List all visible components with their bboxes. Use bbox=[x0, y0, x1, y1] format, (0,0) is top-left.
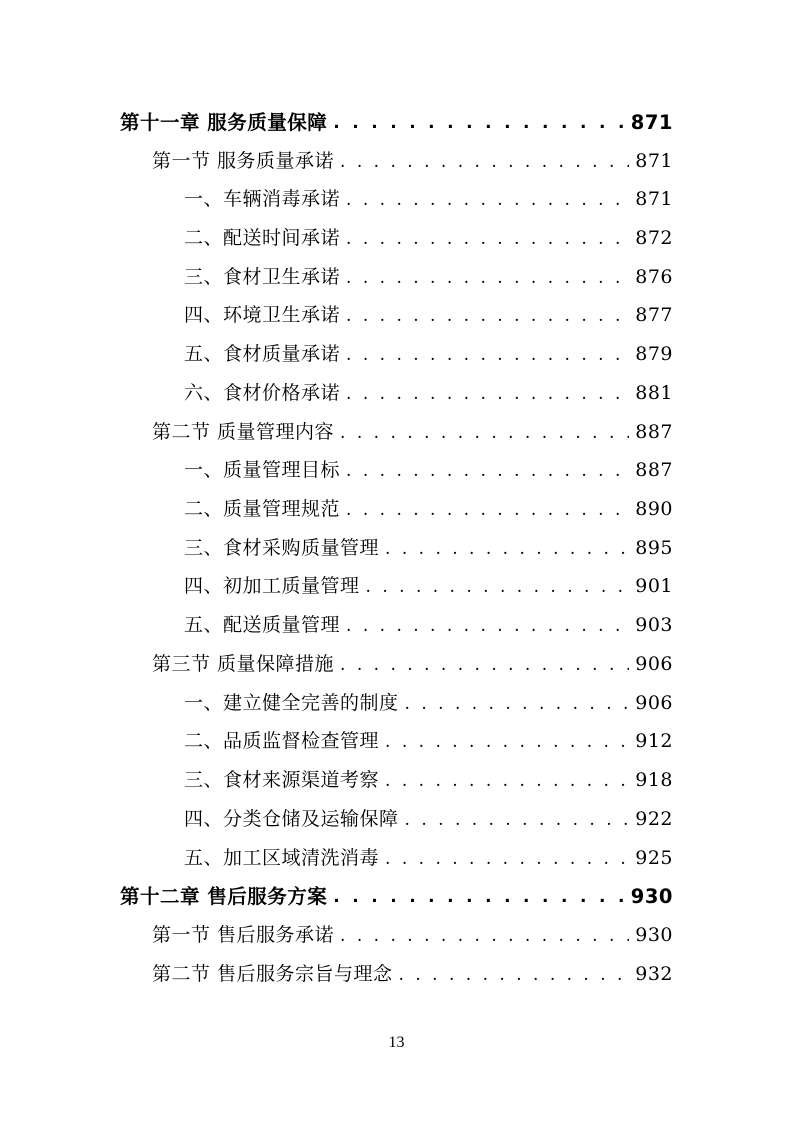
toc-entry-title: 二、配送时间承诺 bbox=[184, 227, 341, 250]
toc-entry-title: 五、加工区域清洗消毒 bbox=[184, 846, 380, 869]
toc-subsection-entry[interactable] bbox=[0, 529, 793, 568]
toc-subsection-entry[interactable] bbox=[0, 606, 793, 645]
toc-dot-leader bbox=[346, 502, 629, 519]
page-number: 13 bbox=[388, 1034, 405, 1051]
toc-dot-leader bbox=[346, 618, 629, 635]
toc-entry-title: 第一节 售后服务承诺 bbox=[152, 923, 335, 946]
toc-entry-page-number: 871 bbox=[630, 110, 673, 134]
toc-subsection-entry[interactable] bbox=[0, 490, 793, 529]
toc-entry-page-number: 871 bbox=[635, 149, 673, 172]
toc-entry-page-number: 890 bbox=[635, 498, 673, 521]
toc-subsection-entry[interactable] bbox=[0, 258, 793, 297]
toc-dot-leader bbox=[405, 812, 630, 829]
toc-dot-leader bbox=[346, 192, 629, 209]
toc-dot-leader bbox=[385, 734, 629, 751]
toc-dot-leader bbox=[366, 579, 630, 596]
toc-entry-title: 二、品质监督检查管理 bbox=[184, 730, 380, 753]
table-of-contents bbox=[0, 103, 793, 994]
toc-chapter-entry[interactable] bbox=[0, 877, 793, 916]
toc-section-entry[interactable] bbox=[0, 916, 793, 955]
toc-dot-leader bbox=[346, 463, 629, 480]
toc-chapter-entry[interactable] bbox=[0, 103, 793, 142]
toc-dot-leader bbox=[333, 889, 624, 906]
toc-dot-leader bbox=[346, 270, 629, 287]
toc-entry-title: 四、初加工质量管理 bbox=[184, 575, 360, 598]
toc-entry-page-number: 925 bbox=[635, 846, 673, 869]
toc-entry-title: 第一节 服务质量承诺 bbox=[152, 149, 335, 172]
toc-dot-leader bbox=[385, 541, 629, 558]
toc-section-entry[interactable] bbox=[0, 142, 793, 181]
toc-entry-title: 四、分类仓储及运输保障 bbox=[184, 807, 399, 830]
toc-section-entry[interactable] bbox=[0, 645, 793, 684]
toc-dot-leader bbox=[340, 154, 629, 171]
toc-subsection-entry[interactable] bbox=[0, 723, 793, 762]
toc-subsection-entry[interactable] bbox=[0, 297, 793, 336]
toc-entry-page-number: 901 bbox=[635, 575, 673, 598]
toc-dot-leader bbox=[340, 928, 629, 945]
toc-dot-leader bbox=[346, 308, 629, 325]
toc-entry-page-number: 903 bbox=[635, 614, 673, 637]
toc-entry-title: 第三节 质量保障措施 bbox=[152, 652, 335, 675]
toc-entry-title: 第十二章 售后服务方案 bbox=[120, 884, 328, 908]
toc-entry-title: 三、食材来源渠道考察 bbox=[184, 769, 380, 792]
toc-entry-page-number: 887 bbox=[635, 420, 673, 443]
toc-entry-page-number: 877 bbox=[635, 304, 673, 327]
toc-entry-page-number: 871 bbox=[635, 188, 673, 211]
toc-dot-leader bbox=[399, 967, 630, 984]
toc-entry-page-number: 922 bbox=[635, 807, 673, 830]
toc-entry-page-number: 906 bbox=[635, 652, 673, 675]
toc-subsection-entry[interactable] bbox=[0, 451, 793, 490]
toc-entry-title: 一、建立健全完善的制度 bbox=[184, 691, 399, 714]
toc-entry-page-number: 895 bbox=[635, 536, 673, 559]
toc-dot-leader bbox=[340, 657, 629, 674]
toc-entry-page-number: 932 bbox=[635, 962, 673, 985]
toc-entry-title: 六、食材价格承诺 bbox=[184, 381, 341, 404]
toc-subsection-entry[interactable] bbox=[0, 335, 793, 374]
toc-entry-page-number: 887 bbox=[635, 459, 673, 482]
toc-entry-title: 五、配送质量管理 bbox=[184, 614, 341, 637]
toc-dot-leader bbox=[405, 696, 630, 713]
toc-entry-title: 一、车辆消毒承诺 bbox=[184, 188, 341, 211]
toc-subsection-entry[interactable] bbox=[0, 839, 793, 878]
toc-entry-page-number: 918 bbox=[635, 769, 673, 792]
toc-dot-leader bbox=[333, 115, 624, 132]
toc-entry-title: 四、环境卫生承诺 bbox=[184, 304, 341, 327]
toc-entry-page-number: 881 bbox=[635, 381, 673, 404]
toc-subsection-entry[interactable] bbox=[0, 568, 793, 607]
toc-dot-leader bbox=[346, 231, 629, 248]
toc-entry-title: 第二节 质量管理内容 bbox=[152, 420, 335, 443]
toc-entry-title: 五、食材质量承诺 bbox=[184, 343, 341, 366]
toc-section-entry[interactable] bbox=[0, 413, 793, 452]
toc-entry-title: 三、食材采购质量管理 bbox=[184, 536, 380, 559]
toc-entry-title: 二、质量管理规范 bbox=[184, 498, 341, 521]
toc-subsection-entry[interactable] bbox=[0, 684, 793, 723]
toc-entry-page-number: 912 bbox=[635, 730, 673, 753]
toc-entry-page-number: 879 bbox=[635, 343, 673, 366]
toc-section-entry[interactable] bbox=[0, 955, 793, 994]
toc-entry-title: 一、质量管理目标 bbox=[184, 459, 341, 482]
toc-entry-page-number: 930 bbox=[630, 884, 673, 908]
toc-entry-page-number: 906 bbox=[635, 691, 673, 714]
toc-dot-leader bbox=[340, 425, 629, 442]
toc-entry-page-number: 872 bbox=[635, 227, 673, 250]
toc-subsection-entry[interactable] bbox=[0, 219, 793, 258]
toc-subsection-entry[interactable] bbox=[0, 180, 793, 219]
toc-dot-leader bbox=[346, 386, 629, 403]
toc-entry-page-number: 930 bbox=[635, 923, 673, 946]
toc-dot-leader bbox=[385, 773, 629, 790]
toc-subsection-entry[interactable] bbox=[0, 374, 793, 413]
toc-entry-page-number: 876 bbox=[635, 265, 673, 288]
toc-dot-leader bbox=[385, 851, 629, 868]
toc-dot-leader bbox=[346, 347, 629, 364]
toc-entry-title: 三、食材卫生承诺 bbox=[184, 265, 341, 288]
toc-entry-title: 第二节 售后服务宗旨与理念 bbox=[152, 962, 393, 985]
toc-subsection-entry[interactable] bbox=[0, 800, 793, 839]
toc-entry-title: 第十一章 服务质量保障 bbox=[120, 110, 328, 134]
toc-subsection-entry[interactable] bbox=[0, 761, 793, 800]
